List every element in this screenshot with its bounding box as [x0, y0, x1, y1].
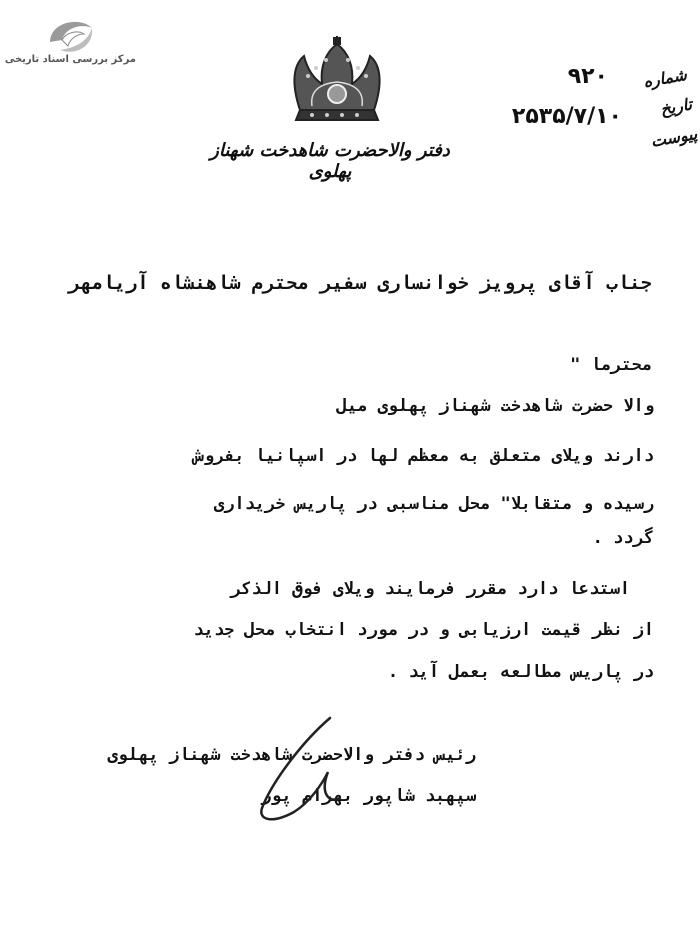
- body-line: رسیده و متقابلا" محل مناسبی در پاریس خریداری: [213, 494, 654, 514]
- letter-number: ۹۲۰: [567, 64, 608, 89]
- body-line: از نظر قیمت ارزیابی و در مورد انتخاب محل جدید: [193, 620, 654, 640]
- letter-date: ۲۵۳۵/۷/۱۰: [511, 104, 622, 129]
- body-line: دارند ویلای متعلق به معظم لها در اسپانیا بفروش: [193, 446, 654, 466]
- greeting: محترما ": [570, 355, 652, 375]
- signature-title: رئیس دفتر والاحضرت شاهدخت شهناز پهلوی: [107, 745, 476, 765]
- archive-logo-icon: [40, 12, 100, 60]
- attachment-label: پیوست: [649, 124, 699, 151]
- addressee: جناب آقای پرویز خوانساری سفیر محترم شاهنشاه آریامهر: [68, 272, 652, 294]
- body-line: گردد .: [592, 528, 654, 548]
- watermark-caption: مرکز بررسی اسناد تاریخی: [4, 54, 136, 65]
- date-label: تاریخ: [658, 94, 694, 119]
- body-line: در پاریس مطالعه بعمل آید .: [387, 662, 654, 682]
- handwritten-signature: [232, 712, 372, 832]
- office-title: دفتر والاحضرت شاهدخت شهناز پهلوی: [210, 140, 450, 182]
- pahlavi-crown-icon: [282, 36, 392, 132]
- body-line: استدعا دارد مقرر فرمایند ویلای فوق الذکر: [230, 579, 630, 599]
- number-label: شماره: [641, 64, 689, 92]
- signature-name: سپهبد شاپور بهرام پور: [261, 786, 476, 806]
- body-line: والا حضرت شاهدخت شهناز پهلوی میل: [336, 396, 654, 416]
